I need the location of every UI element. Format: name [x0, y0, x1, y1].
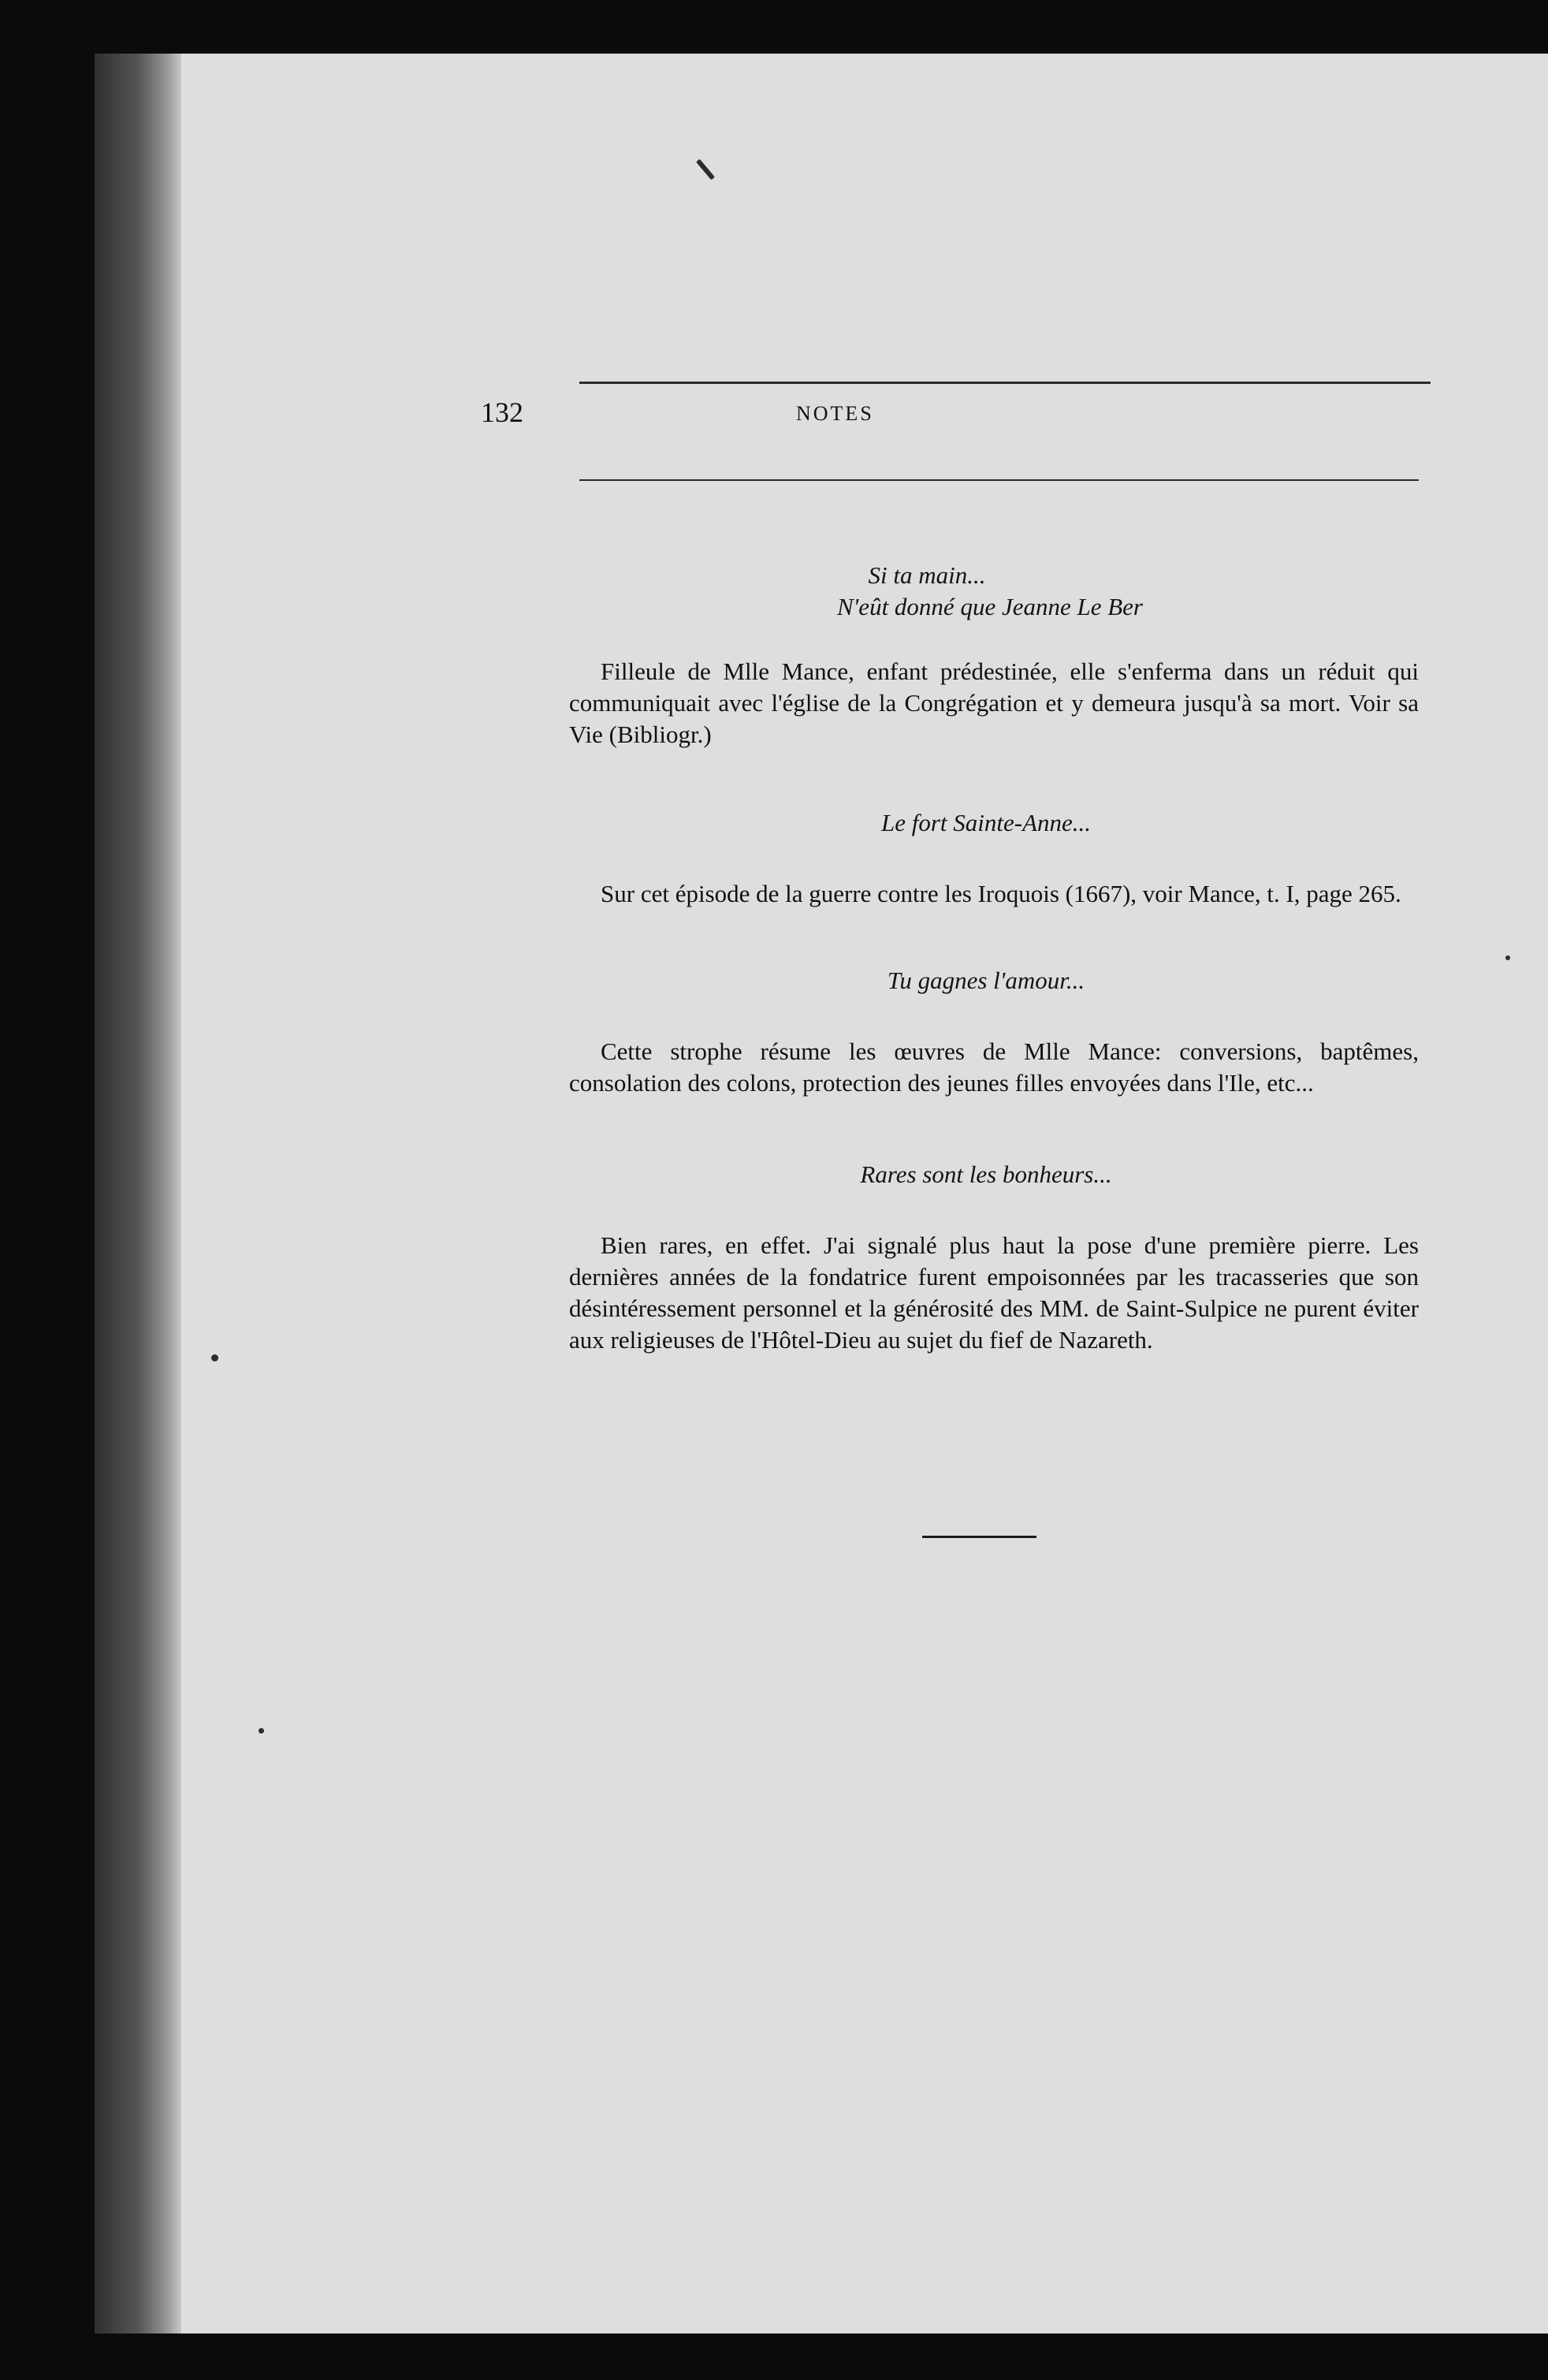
running-title: NOTES — [796, 402, 874, 425]
page-binding-shadow — [95, 54, 181, 2333]
note-fort-sainte-anne — [569, 809, 1419, 910]
header-bottom-rule — [579, 479, 1419, 481]
scan-speck — [259, 1728, 264, 1734]
scan-speck — [211, 1354, 218, 1361]
scan-speck — [1505, 955, 1510, 960]
note-jeanne-le-ber — [569, 561, 1419, 751]
page-header — [481, 396, 1419, 443]
note-caption: Si ta main... — [868, 561, 986, 589]
note-tu-gagnes-l-amour — [569, 967, 1419, 1099]
header-top-rule — [579, 382, 1431, 384]
note-caption: Le fort Sainte-Anne... — [880, 809, 1092, 836]
note-text: Filleule de Mlle Mance, enfant prédestinée, elle s'enferma dans un réduit qui communiquait avec l'église de la Congrégation et y demeura jusqu'à sa mort. Voir sa Vie (Bibliogr.) — [569, 657, 1419, 748]
page-number: 132 — [481, 397, 523, 428]
note-caption: Tu gagnes l'amour... — [887, 967, 1085, 994]
note-text: Cette strophe résume les œuvres de Mlle Mance: conversions, baptêmes, consolation des colons, protection des jeunes filles envoyées dans l'Ile, etc... — [569, 1037, 1419, 1097]
note-text: Sur cet épisode de la guerre contre les Iroquois (1667), voir Mance, t. I, page 265. — [601, 880, 1401, 907]
closing-rule — [922, 1536, 1036, 1538]
note-caption: Rares sont les bonheurs... — [860, 1160, 1112, 1188]
note-text: Bien rares, en effet. J'ai signalé plus haut la pose d'une première pierre. Les dernières années de la fondatrice furent empoisonnées par les tracasseries que son désintéressement personnel et la générosité des MM. de Saint-Sulpice ne purent éviter aux religieuses de l'Hôtel-Dieu au sujet du fief de Nazareth. — [569, 1231, 1419, 1354]
note-rares-sont-les-bonheurs — [569, 1160, 1419, 1356]
note-caption: N'eût donné que Jeanne Le Ber — [837, 593, 1143, 620]
